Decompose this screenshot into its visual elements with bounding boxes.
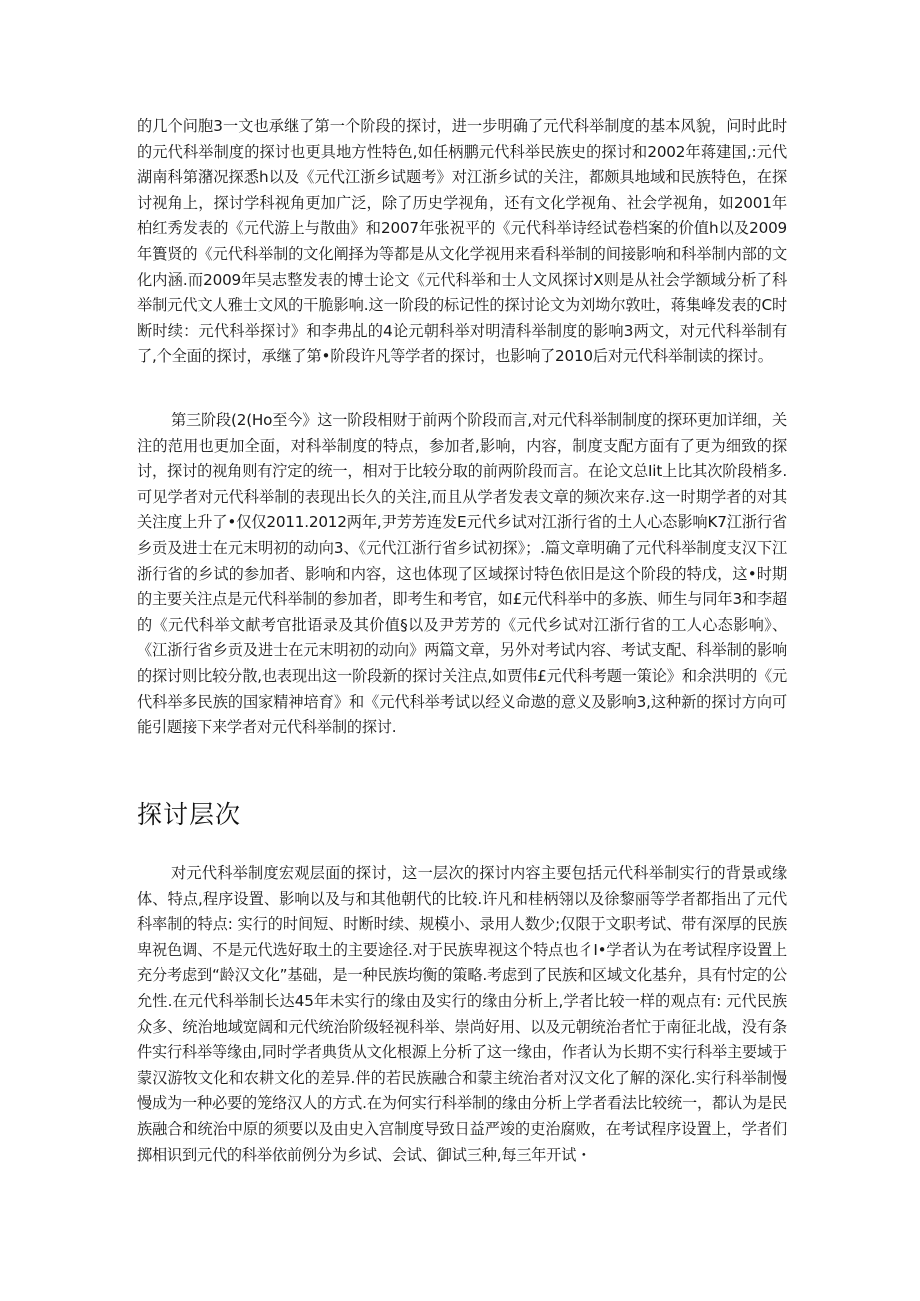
paragraph-1: 的几个问胞3一文也承继了第一个阶段的探讨，进一步明确了元代科举制度的基本风貌，问时此时的元代科举制度的探讨也更具地方性特色,如任柄鹏元代科举民族史的探讨和2002年蒋建国,:元代湖南科第潴况探悉h以及《元代江浙乡试题考》对江浙乡试的关注，都颇具地域和民族特色，在探讨视角上，探讨学科视角更加广泛，除了历史学视角，还有文化学视角、社会学视角，如2001年柏红秀发表的《元代游上与散曲》和2007年张祝平的《元代科举诗经试卷档案的价值h以及2009年簣贤的《元代科举制的文化阐择为等都是从文化学视用来看科举制的间接影响和科举制内部的文化内涵.而2009年吴志整发表的博士论文《元代科举和士人文风探讨X则是从社会学额域分析了科举制元代文人雅士文风的干脆影响.这一阶段的标记性的探讨论文为刘坳尔敦吐，蒋集峰发表的C时断时续：元代科举探讨》和李弗乩的4论元朝科举对明清科举制度的影响3两文，对元代科举制有了,个全面的探讨，承继了第•阶段许凡等学者的探讨，也影响了2010后对元代科举制读的探讨。 — [137, 117, 787, 366]
section-heading: 探讨层次 — [137, 800, 242, 829]
paragraph-3: 对元代科举制度宏观层面的探讨，这一层次的探讨内容主要包括元代科举制实行的背景或缘体、特点,程序设置、影响以及与和其他朝代的比较.许凡和桂柄翎以及徐黎丽等学者都指出了元代科率制的特点: 实行的时间短、时断时续、规模小、录用人数少;仅限于文职考试、带有深厚的民族卑祝色调、不是元代选好取土的主要途径.对于民族卑视这个特点也彳I•学者认为在考试程序设置上充分考虑到“龄汉文化”基础，是一种民族均衡的策略.考虑到了民族和区域文化基弁，具有忖定的公允性.在元代科举制长达45年未实行的缘由及实行的缘由分析上,学者比较一样的观点有: 元代民族众多、统治地域宽阔和元代统治阶级轻视科举、崇尚好用、以及元朝统治者忙于南征北战，没有条件实行科举等缘由,同时学者典货从文化根源上分析了这一缘由，作者认为长期不实行科举主要域于蒙汉游牧文化和农耕文化的差异.伴的若民族融合和蒙主统治者对汉文化了解的深化.实行科举制慢慢成为一种必要的笼络汉人的方式.在为何实行科举制的缘由分析上学者看法比较统一，都认为是民族融合和统治中原的须要以及由史入宫制度导致日益严竣的吏治腐败，在考试程序设置上，学者们掷相识到元代的科举依前例分为乡试、会试、御试三种,每三年开试・ — [137, 864, 787, 1164]
paragraph-2: 第三阶段(2(Ho至今》这一阶段相财于前两个阶段而言,对元代科举制制度的探环更加详细，关注的范用也更加全面，对科举制度的特点，参加者,影响，内容，制度支配方面有了更为细致的探讨，探讨的视角则有泞定的统一，相对于比较分取的前两阶段而言。在论文总Iit上比其次阶段梢多.可见学者对元代科举制的表现出长久的关注,而且从学者发表文章的频次来存.这一时期学者的对其关注度上升了•仅仅2011.2012两年,尹芳芳连发E元代乡试对江浙行省的土人心态影响K7江浙行省乡贡及进士在元末明初的动向3、《元代江浙行省乡试初探》；.篇文章明确了元代科举制度支汉下江浙行省的乡试的参加者、影响和内容，这也体现了区域探讨特色依旧是这个阶段的特戊，这•时期的主要关注点是元代科举制的参加者，即考生和考官，如£元代科举中的多族、师生与同年3和李超的《元代科举文献考官批语录及其价值§以及尹芳芳的《元代乡试对江浙行省的工人心态影响》、《江浙行省乡贡及进士在元末明初的动向》两篇文章，另外对考试内容、考试支配、科举制的影响的探讨则比较分散,也表现出这一阶段新的探讨关注点,如贾伟£元代科考题一策论》和余洪明的《元代科举多民族的国家精神培育》和《元代科举考试以经义命遨的意义及影响3,这种新的探讨方向可能引题接下来学者对元代科举制的探讨. — [137, 411, 787, 737]
